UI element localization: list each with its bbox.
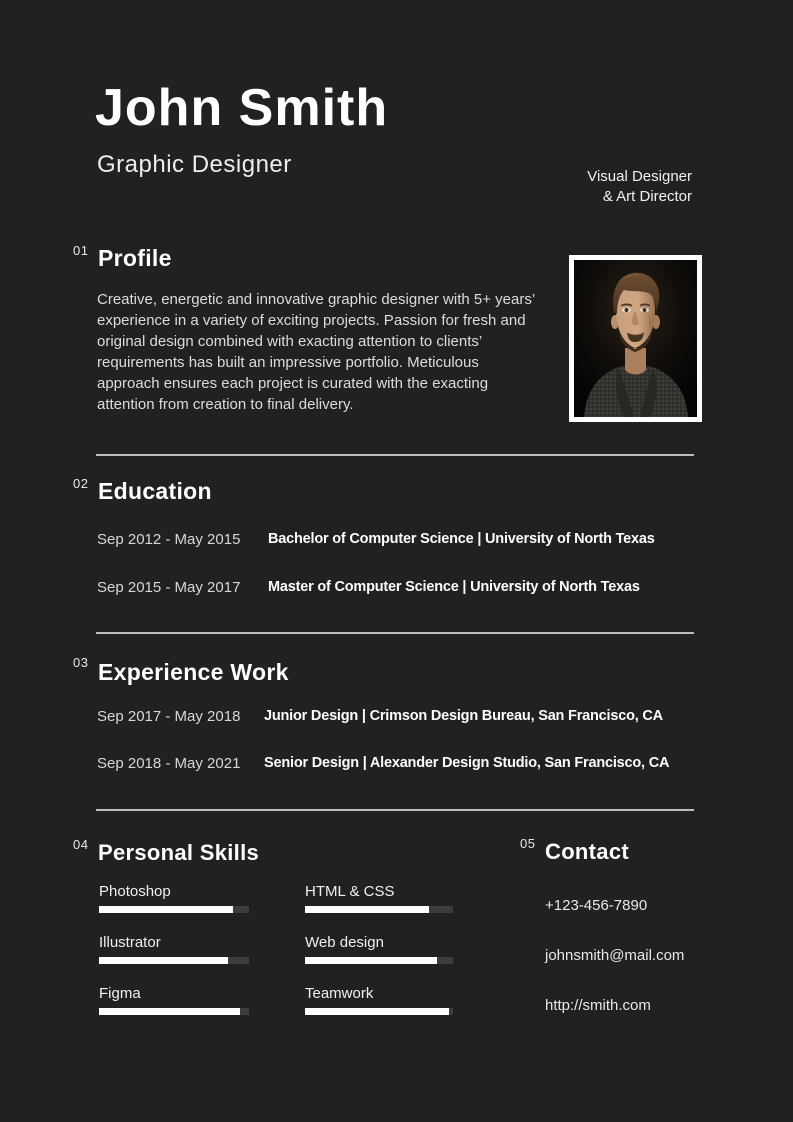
skill-item: [99, 884, 249, 913]
skill-progress-track: [305, 957, 453, 964]
education-description: Bachelor of Computer Science | University of North Texas: [268, 531, 655, 547]
skill-item: [99, 935, 249, 964]
skill-progress-fill: [305, 957, 437, 964]
skills-column-right: [305, 884, 453, 1037]
skill-label: Web design: [305, 934, 384, 951]
skill-label: Figma: [99, 985, 141, 1002]
section-title-profile: Profile: [98, 245, 172, 271]
section-number-education: 02: [73, 476, 89, 491]
experience-description: Junior Design | Crimson Design Bureau, San Francisco, CA: [264, 708, 663, 724]
divider: [96, 809, 694, 811]
contact-phone[interactable]: +123-456-7890: [545, 897, 648, 914]
person-job-title: Graphic Designer: [97, 151, 292, 178]
skill-progress-track: [99, 906, 249, 913]
person-name: John Smith: [95, 79, 389, 137]
portrait-photo-illustration: [574, 260, 697, 417]
experience-dates: Sep 2017 - May 2018: [97, 708, 241, 725]
skill-progress-fill: [305, 1008, 449, 1015]
section-title-contact: Contact: [545, 839, 629, 864]
education-dates: Sep 2012 - May 2015: [97, 531, 241, 548]
person-tagline: [450, 167, 692, 207]
section-title-skills: Personal Skills: [98, 840, 260, 865]
skill-progress-track: [99, 957, 249, 964]
education-dates: Sep 2015 - May 2017: [97, 579, 241, 596]
skill-progress-fill: [305, 906, 429, 913]
section-number-profile: 01: [73, 243, 89, 258]
skill-item: [99, 986, 249, 1015]
tagline-line-2: & Art Director: [602, 188, 692, 205]
skill-progress-track: [305, 1008, 453, 1015]
skill-label: Illustrator: [99, 934, 161, 951]
skill-label: HTML & CSS: [305, 883, 395, 900]
section-number-skills: 04: [73, 837, 89, 852]
skill-progress-track: [99, 1008, 249, 1015]
skill-item: [305, 986, 453, 1015]
contact-website[interactable]: http://smith.com: [545, 997, 651, 1014]
experience-dates: Sep 2018 - May 2021: [97, 755, 241, 772]
profile-summary-text: Creative, energetic and innovative graphic designer with 5+ years’ experience in a variety of exciting projects. Passion for fresh and original design combined with exacting attention to clients’ requirements has built an impressive portfolio. Meticulous approach ensures each project is curated with the exacting attention from creation to final delivery.: [97, 291, 535, 413]
portrait-photo: [569, 255, 702, 422]
skill-progress-fill: [99, 906, 233, 913]
skill-item: [305, 935, 453, 964]
education-description: Master of Computer Science | University of North Texas: [268, 579, 640, 595]
section-number-contact: 05: [520, 836, 536, 851]
skill-progress-fill: [99, 957, 228, 964]
section-title-education: Education: [98, 478, 212, 504]
skill-label: Photoshop: [99, 883, 171, 900]
experience-description: Senior Design | Alexander Design Studio, San Francisco, CA: [264, 755, 670, 771]
divider: [96, 632, 694, 634]
divider: [96, 454, 694, 456]
skill-progress-fill: [99, 1008, 240, 1015]
skill-label: Teamwork: [305, 985, 374, 1002]
contact-list: [545, 898, 684, 1048]
section-title-experience: Experience Work: [98, 659, 289, 685]
skill-item: [305, 884, 453, 913]
tagline-line-1: Visual Designer: [587, 168, 692, 185]
contact-email[interactable]: johnsmith@mail.com: [545, 947, 685, 964]
section-number-experience: 03: [73, 655, 89, 670]
skills-column-left: [99, 884, 249, 1037]
skill-progress-track: [305, 906, 453, 913]
